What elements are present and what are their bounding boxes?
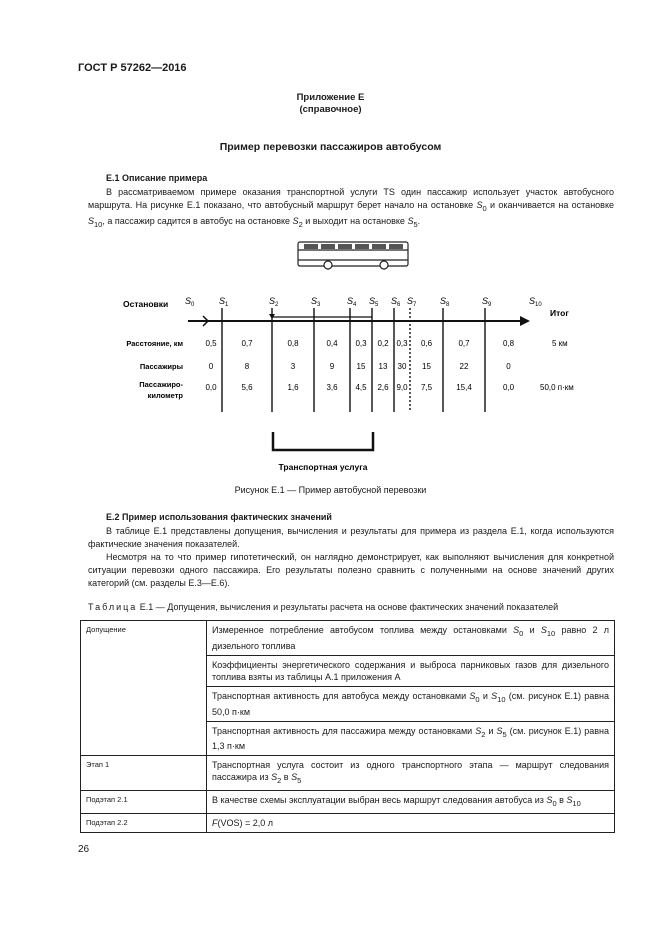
service-bracket <box>273 432 373 450</box>
row-0-value-3: 0,4 <box>326 339 338 348</box>
row-0-value-6: 0,3 <box>396 339 408 348</box>
table-cell-category: Этап 1 <box>81 756 207 791</box>
stops-label: Остановки <box>123 299 169 309</box>
row-2-value-0: 0,0 <box>205 383 217 392</box>
row-2-value-4: 4,5 <box>355 383 367 392</box>
row-1-value-9: 0 <box>506 362 511 371</box>
row-0-value-8: 0,7 <box>458 339 470 348</box>
row-0-value-7: 0,6 <box>420 339 433 348</box>
row-1-value-7: 15 <box>422 362 431 371</box>
stop-label-3: $S_3$ <box>311 296 321 308</box>
row-0-value-1: 0,7 <box>241 339 253 348</box>
table-title: Таблица Е.1 — Допущения, вычисления и результаты расчета на основе фактических значений показателей <box>88 602 559 612</box>
row-1-value-4: 15 <box>356 362 366 371</box>
stop-label-2: $S_2$ <box>269 296 279 308</box>
total-pkm: 50,0 п·км <box>540 383 574 392</box>
row-0-value-4: 0,3 <box>355 339 367 348</box>
row-0-value-2: 0,8 <box>287 339 299 348</box>
annex-title: Приложение Е <box>296 92 365 103</box>
stop-label-10: $S_{10}$ <box>529 296 542 308</box>
section-e2-para2: Несмотря на то что пример гипотетический, он наглядно демонстрирует, как выполняют вычисления для конкретной ситуации перевозки одного пассажира. Его результаты полезно сравнить с полученными на основе значений других категорий (см. разделы Е.3—Е.6). <box>88 552 614 588</box>
page-number: 26 <box>78 844 90 855</box>
row-label-distance: Расстояние, км <box>126 339 183 348</box>
row-2-value-6: 9,0 <box>396 383 408 392</box>
table-cell-text: F(VOS) = 2,0 л <box>207 813 615 832</box>
stop-label-4: $S_4$ <box>347 296 357 308</box>
standard-number: ГОСТ Р 57262—2016 <box>78 62 187 74</box>
table-cell-text: В качестве схемы эксплуатации выбран весь маршрут следования автобуса из $S_0$ в $S_{10}$ <box>207 791 615 814</box>
row-2-value-1: 5,6 <box>241 383 253 392</box>
section-e2-text <box>88 525 614 590</box>
table-cell-text: Транспортная активность для автобуса между остановками $S_0$ и $S_{10}$ (см. рисунок Е.1) равна 50,0 п·км <box>207 686 615 721</box>
route-end-arrow <box>520 316 530 326</box>
table-cell-category: Подэтап 2.1 <box>81 791 207 814</box>
row-2-value-5: 2,6 <box>377 383 389 392</box>
bus-icon <box>298 242 408 269</box>
table-row <box>81 813 615 832</box>
row-2-value-2: 1,6 <box>287 383 299 392</box>
row-label-pkm-2: километр <box>147 391 183 400</box>
table-cell-text: Транспортная услуга состоит из одного транспортного этапа — маршрут следования пассажира из $S_2$ в $S_5$ <box>207 756 615 791</box>
table-cell-text: Коэффициенты энергетического содержания и выброса парниковых газов для дизельного топлива взяты из таблицы А.1 приложения А <box>207 655 615 686</box>
row-label-passengers: Пассажиры <box>139 362 183 371</box>
table-e1 <box>80 620 615 833</box>
row-label-pkm-1: Пассажиро- <box>139 380 183 389</box>
row-1-value-6: 30 <box>397 362 407 371</box>
stop-label-8: $S_8$ <box>440 296 450 308</box>
table-cell-category: Допущение <box>81 621 207 756</box>
stop-label-9: $S_9$ <box>482 296 492 308</box>
row-1-value-2: 3 <box>290 362 296 371</box>
figure-bus-route <box>0 230 661 480</box>
table-cell-category: Подэтап 2.2 <box>81 813 207 832</box>
row-1-value-5: 13 <box>378 362 388 371</box>
row-1-value-3: 9 <box>329 362 335 371</box>
service-label: Транспортная услуга <box>278 462 368 472</box>
table-cell-text: Транспортная активность для пассажира между остановками $S_2$ и $S_5$ (см. рисунок Е.1) равна 1,3 п·км <box>207 721 615 756</box>
row-0-value-0: 0,5 <box>205 339 217 348</box>
main-title: Пример перевозки пассажиров автобусом <box>219 141 442 153</box>
section-e2-heading: Е.2 Пример использования фактических значений <box>106 512 332 522</box>
section-e2-para1: В таблице Е.1 представлены допущения, вычисления и результаты для примера из раздела Е.1, когда используются фактические значения показателей. <box>88 526 614 549</box>
stop-label-7: $S_7$ <box>407 296 417 308</box>
row-0-value-9: 0,8 <box>502 339 515 348</box>
stop-label-5: $S_5$ <box>369 296 379 308</box>
table-row <box>81 791 615 814</box>
stop-label-6: $S_6$ <box>391 296 401 308</box>
row-1-value-1: 8 <box>244 362 250 371</box>
row-2-value-3: 3,6 <box>326 383 338 392</box>
row-1-value-8: 22 <box>459 362 469 371</box>
stop-label-0: $S_0$ <box>185 296 195 308</box>
row-2-value-8: 15,4 <box>456 383 472 392</box>
total-distance: 5 км <box>552 339 568 348</box>
table-cell-text: Измеренное потребление автобусом топлива между остановками $S_0$ и $S_{10}$ равно 2 л дизельного топлива <box>207 621 615 656</box>
table-row <box>81 621 615 656</box>
row-2-value-9: 0,0 <box>502 383 515 392</box>
section-e1-paragraph: В рассматриваемом примере оказания транспортной услуги TS один пассажир использует участок автобусного маршрута. На рисунке Е.1 показано, что автобусный маршрут берет начало на остановке $S_0$ и оканчивается на остановке $S_{10}$, а пассажир садится в автобус на остановке $S_2$ и выходит на остановке $S_5$. <box>88 187 614 229</box>
row-2-value-7: 7,5 <box>420 383 433 392</box>
stop-label-1: $S_1$ <box>219 296 229 308</box>
row-1-value-0: 0 <box>208 362 214 371</box>
row-0-value-5: 0,2 <box>377 339 389 348</box>
figure-caption: Рисунок Е.1 — Пример автобусной перевозки <box>234 485 427 495</box>
annex-subtitle: (справочное) <box>299 104 362 115</box>
table-row <box>81 756 615 791</box>
section-e1-heading: Е.1 Описание примера <box>106 173 208 183</box>
total-label: Итог <box>550 308 569 318</box>
